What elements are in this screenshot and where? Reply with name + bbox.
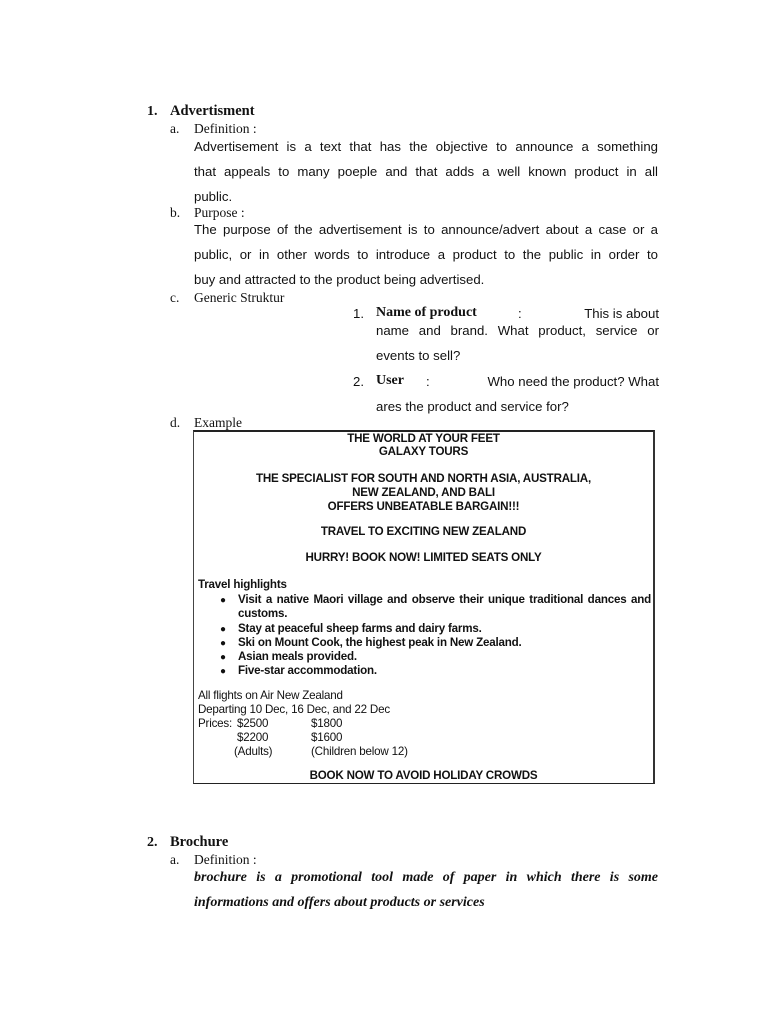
ad-specialist-line: OFFERS UNBEATABLE BARGAIN!!! <box>327 500 520 513</box>
generic-item-first: Who need the product? What <box>487 374 659 389</box>
ad-company: GALAXY TOURS <box>378 445 469 458</box>
paragraph-line: name and brand. What product, service or <box>376 323 659 338</box>
paragraph-line: Advertisement is a text that has the objective to announce a something <box>194 139 658 154</box>
purpose-label: Purpose : <box>194 205 245 220</box>
generic-item-term: User <box>376 373 404 388</box>
ad-specialist-line: NEW ZEALAND, AND BALI <box>352 486 495 499</box>
list-letter: c. <box>170 290 180 305</box>
section-number: 2. <box>147 835 158 850</box>
brochure-definition-paragraph <box>194 865 658 915</box>
generic-item-number: 1. <box>353 306 364 321</box>
paragraph-line: brochure is a promotional tool made of paper in which there is some <box>194 870 658 885</box>
generic-item-first: This is about <box>584 306 659 321</box>
section-title: Advertisment <box>170 103 255 119</box>
generic-item-term: Name of product <box>376 305 477 320</box>
bullet-icon: ● <box>220 624 226 635</box>
ad-highlight-item: customs. <box>238 607 288 620</box>
ad-highlight-item: Ski on Mount Cook, the highest peak in New Zealand. <box>238 636 522 649</box>
bullet-icon: ● <box>220 666 226 677</box>
definition-label: Definition : <box>194 852 257 867</box>
ad-highlight-item: Stay at peaceful sheep farms and dairy farms. <box>238 622 482 635</box>
ad-highlight-item: Visit a native Maori village and observe their unique traditional dances and <box>238 593 651 606</box>
ad-highlight-item: Five-star accommodation. <box>238 664 377 677</box>
advertisement-example-box <box>193 430 655 784</box>
generic-item-text <box>376 318 659 368</box>
bullet-icon: ● <box>220 595 226 606</box>
list-letter: a. <box>170 121 180 136</box>
definition-paragraph <box>194 134 658 209</box>
paragraph-line: ares the product and service for? <box>376 399 569 414</box>
ad-highlights-title: Travel highlights <box>198 578 287 591</box>
generic-item-colon: : <box>518 306 522 321</box>
ad-adults-label: (Adults) <box>234 745 273 758</box>
ad-heading: THE WORLD AT YOUR FEET <box>347 432 500 445</box>
example-label: Example <box>194 415 242 430</box>
paragraph-line: public, or in other words to introduce a product to the public in order to <box>194 247 658 262</box>
bullet-icon: ● <box>220 652 226 663</box>
paragraph-line: that appeals to many poeple and that adds a well known product in all <box>194 164 658 179</box>
ad-footer: BOOK NOW TO AVOID HOLIDAY CROWDS <box>309 769 538 782</box>
ad-travel-line: TRAVEL TO EXCITING NEW ZEALAND <box>320 525 527 538</box>
ad-price-child: $1600 <box>311 731 343 744</box>
generic-item-text <box>376 394 659 419</box>
ad-price-adult: $2200 <box>237 731 269 744</box>
paragraph-line: public. <box>194 189 233 204</box>
bullet-icon: ● <box>220 638 226 649</box>
ad-hurry-line: HURRY! BOOK NOW! LIMITED SEATS ONLY <box>305 551 542 564</box>
list-letter: a. <box>170 852 180 867</box>
ad-children-label: (Children below 12) <box>311 745 408 758</box>
paragraph-line: events to sell? <box>376 348 461 363</box>
generic-item-colon: : <box>426 374 430 389</box>
paragraph-line: buy and attracted to the product being advertised. <box>194 272 485 287</box>
list-letter: d. <box>170 415 181 430</box>
ad-price-child: $1800 <box>311 717 343 730</box>
ad-specialist-line: THE SPECIALIST FOR SOUTH AND NORTH ASIA, AUSTRALIA, <box>255 472 592 485</box>
generic-item-number: 2. <box>353 374 364 389</box>
section-title: Brochure <box>170 834 229 850</box>
definition-label: Definition : <box>194 121 257 136</box>
paragraph-line: informations and offers about products or services <box>194 895 485 910</box>
paragraph-line: The purpose of the advertisement is to announce/advert about a case or a <box>194 222 658 237</box>
ad-highlight-item: Asian meals provided. <box>238 650 357 663</box>
ad-flights: All flights on Air New Zealand <box>198 689 343 702</box>
ad-departing: Departing 10 Dec, 16 Dec, and 22 Dec <box>198 703 390 716</box>
section-number: 1. <box>147 104 158 119</box>
list-letter: b. <box>170 205 181 220</box>
ad-prices-label: Prices: <box>198 717 233 730</box>
generic-label: Generic Struktur <box>194 290 285 305</box>
ad-price-adult: $2500 <box>237 717 269 730</box>
purpose-paragraph <box>194 217 658 292</box>
